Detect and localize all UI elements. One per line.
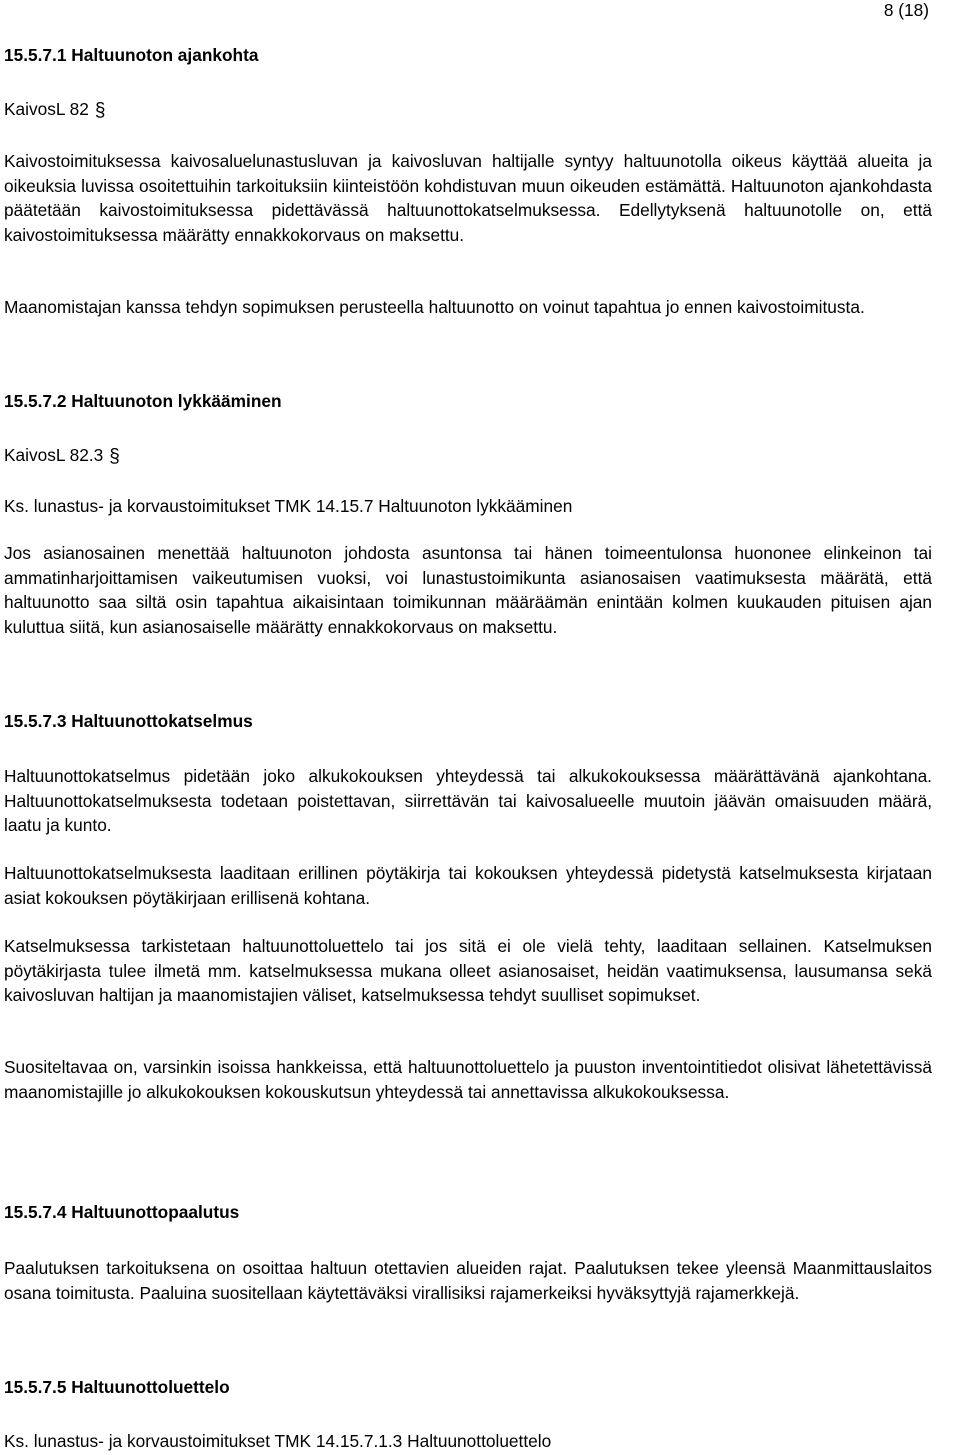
heading-text: 15.5.7.3 Haltuunottokatselmus	[4, 711, 253, 731]
section-heading-1	[4, 43, 258, 68]
paragraph-3-4: Suositeltavaa on, varsinkin isoissa hankkeissa, että haltuunottoluettelo ja puuston inventointitiedot olisivat lähetettävissä maanomistajille jo alkukokouksen kokouskutsun yhteydessä tai annettavissa alkukokouksessa.	[4, 1057, 932, 1102]
cross-reference-5: Ks. lunastus- ja korvaustoimitukset TMK 14.15.7.1.3 Haltuunottoluettelo	[4, 1431, 552, 1451]
paragraph-2-1: Jos asianosainen menettää haltuunoton johdosta asuntonsa tai hänen toimeentulonsa huononee elinkeinon tai ammatinharjoittamisen vaikeutumisen vuoksi, voi lunastustoimikunta asianosaisen vaatimuksesta määrätä, että haltuunotto saa siltä osin tapahtua aikaisintaan toimikunnan määräämän enintään kolmen kuukauden pituisen ajan kuluttua siitä, kun asianosaiselle määrätty ennakkokorvaus on maksettu.	[4, 543, 932, 637]
paragraph-4-1: Paalutuksen tarkoituksena on osoittaa haltuun otettavien alueiden rajat. Paalutuksen tekee yleensä Maanmittauslaitos osana toimitusta. Paaluina suositellaan käytettäväksi virallisiksi rajamerkeiksi hyväksyttyjä rajamerkkejä.	[4, 1258, 932, 1303]
law-reference-1	[4, 97, 105, 123]
cross-reference-2: Ks. lunastus- ja korvaustoimitukset TMK 14.15.7 Haltuunoton lykkääminen	[4, 496, 573, 516]
heading-text: 15.5.7.5 Haltuunottoluettelo	[4, 1377, 230, 1397]
section-heading-5	[4, 1375, 230, 1400]
section-mark-icon: §	[109, 446, 120, 467]
section-heading-4	[4, 1200, 239, 1225]
paragraph-3-3: Katselmuksessa tarkistetaan haltuunottoluettelo tai jos sitä ei ole vielä tehty, laaditaan sellainen. Katselmuksen pöytäkirjasta tulee ilmetä mm. katselmuksessa mukana olleet asianosaiset, heidän vaatimuksensa, lausumansa sekä kaivosluvan haltijan ja maanomistajien väliset, katselmuksessa tehdyt suulliset sopimukset.	[4, 936, 932, 1006]
section-mark-icon: §	[94, 100, 106, 121]
section-heading-3	[4, 709, 253, 734]
paragraph-1-2: Maanomistajan kanssa tehdyn sopimuksen perusteella haltuunotto on voinut tapahtua jo ennen kaivostoimitusta.	[4, 297, 865, 317]
paragraph-3-2: Haltuunottokatselmuksesta laaditaan erillinen pöytäkirja tai kokouksen yhteydessä pidetystä katselmuksesta kirjataan asiat kokouksen pöytäkirjaan erillisenä kohtana.	[4, 863, 932, 908]
paragraph-3-1: Haltuunottokatselmus pidetään joko alkukokouksen yhteydessä tai alkukokouksessa määrättävänä ajankohtana. Haltuunottokatselmuksesta todetaan poistettavan, siirrettävän tai kaivosalueelle muutoin jäävän omaisuuden määrä, laatu ja kunto.	[4, 766, 932, 836]
section-heading-2	[4, 389, 282, 414]
paragraph-1-1: Kaivostoimituksessa kaivosaluelunastusluvan ja kaivosluvan haltijalle syntyy haltuunotolla oikeus käyttää alueita ja oikeuksia luvissa osoitettuihin tarkoituksiin kiinteistöön kohdistuvan muun oikeuden estämättä. Haltuunoton ajankohdasta päätetään kaivostoimituksessa pidettävässä haltuunottokatselmuksessa. Edellytyksenä haltuunotolle on, että kaivostoimituksessa määrätty ennakkokorvaus on maksettu.	[4, 151, 932, 245]
law-reference-text: KaivosL 82.3	[4, 445, 104, 465]
heading-text: 15.5.7.1 Haltuunoton ajankohta	[4, 45, 259, 65]
law-reference-text: KaivosL 82	[4, 99, 89, 119]
heading-text: 15.5.7.4 Haltuunottopaalutus	[4, 1202, 240, 1222]
heading-text: 15.5.7.2 Haltuunoton lykkääminen	[4, 391, 282, 411]
law-reference-2	[4, 443, 120, 469]
page-number: 8 (18)	[883, 0, 929, 20]
